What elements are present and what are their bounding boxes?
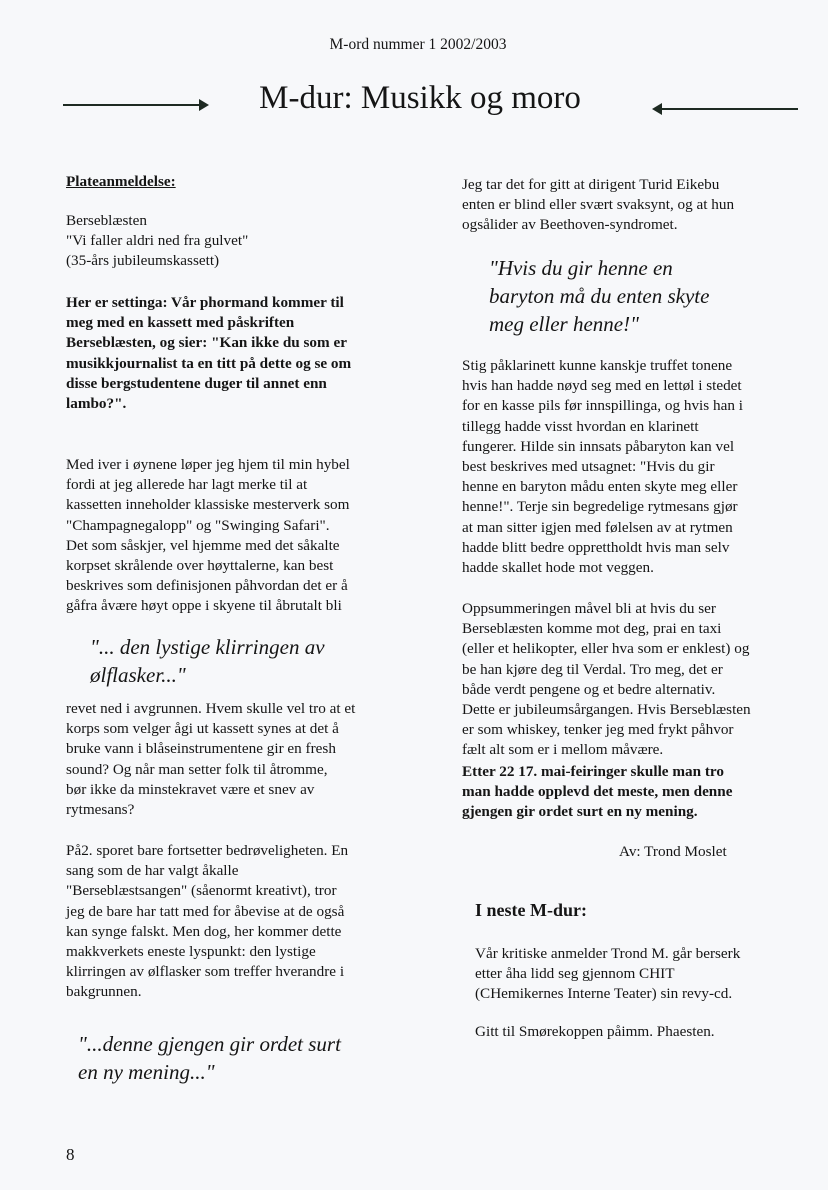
text-line: "...denne gjengen gir ordet surt: [78, 1032, 341, 1056]
text-line: (eller et helikopter, eller hva som er enklest) og: [462, 640, 750, 658]
text-line: Dette er jubileumsårgangen. Hvis Berseblæsten: [462, 701, 751, 719]
text-line: jeg de bare har tatt med for åbevise at de også: [66, 902, 345, 920]
pull-quote: [489, 254, 828, 338]
text-line: lambo?".: [66, 395, 127, 413]
credit: Gitt til Smørekoppen påimm. Phaesten.: [475, 1023, 715, 1040]
text-line: Berseblæsten komme mot deg, prai en taxi: [462, 620, 722, 638]
text-line: hvis han hadde nøyd seg med en lettøl i stedet: [462, 377, 742, 395]
text-line: meg med en kassett med påskriften: [66, 314, 295, 332]
intro-bold: [66, 293, 416, 414]
text-line: sound? Og når man setter folk til åtromme,: [66, 760, 328, 778]
text-line: hadde skallet hode mot veggen.: [462, 559, 654, 577]
text-line: Berseblæsten, og sier: "Kan ikke du som er: [66, 334, 347, 352]
text-line: bruke vann i blåseinstrumentene gir en fresh: [66, 740, 336, 758]
next-issue-text: [475, 944, 815, 1005]
text-line: Vår kritiske anmelder Trond M. går berserk: [475, 945, 741, 962]
text-line: "... den lystige klirringen av: [90, 635, 325, 659]
section-label-text: Plateanmeldelse:: [66, 173, 176, 190]
text-line: makkverkets eneste lyspunkt: den lystige: [66, 943, 316, 961]
text-line: ølflasker...": [90, 663, 186, 687]
text-line: fordi at jeg allerede har lagt merke til at: [66, 476, 308, 494]
text-line: korps som velger ågi ut kassett synes at det å: [66, 720, 339, 738]
text-line: henne en baryton mådu enten skyte meg eller: [462, 478, 738, 496]
text-line: hadde blitt bedre opprettholdt hvis man selv: [462, 538, 730, 556]
text-line: "Hvis du gir henne en: [489, 256, 673, 280]
next-issue-heading: I neste M-dur:: [475, 900, 587, 920]
text-line: enten er blind eller svært svaksynt, og at hun: [462, 196, 735, 214]
text-line: best beskrives med utsagnet: "Hvis du gir: [462, 458, 715, 476]
text-line: (35-års jubileumskassett): [66, 252, 220, 270]
text-line: bakgrunnen.: [66, 983, 142, 1001]
text-line: henne!". Terje sin begredelige rytmesans gjør: [462, 498, 738, 516]
paragraph: [66, 841, 416, 1003]
text-line: etter åha lidd seg gjennom CHIT: [475, 965, 675, 983]
text-line: Med iver i øynene løper jeg hjem til min hybel: [66, 456, 350, 473]
text-line: Det som såskjer, vel hjemme med det såkalte: [66, 536, 340, 554]
paragraph: [462, 175, 807, 236]
pull-quote: [78, 1030, 428, 1086]
byline: Av: Trond Moslet: [619, 843, 727, 860]
text-line: be han kjøre deg til Verdal. Tro meg, det er: [462, 660, 723, 678]
text-line: musikkjournalist ta en titt på dette og se om: [66, 354, 352, 372]
text-line: bør ikke da minstekravet være et snev av: [66, 780, 315, 798]
text-line: gåfra åvære høyt oppe i skyene til åbrutalt bli: [66, 597, 342, 615]
paragraph: [462, 599, 807, 761]
text-line: disse bergstudentene duger til annet enn: [66, 374, 327, 392]
left-arrow-icon: [658, 108, 798, 110]
text-line: man hadde opplevd det meste, men denne: [462, 783, 733, 801]
text-line: ogsålider av Beethoven-syndromet.: [462, 216, 678, 234]
text-line: for en kasse pils før innspillinga, og hvis han i: [462, 397, 743, 415]
text-line: Stig påklarinett kunne kanskje truffet tonene: [462, 357, 733, 374]
paragraph: [66, 455, 416, 617]
conclusion-bold: [462, 762, 807, 823]
text-line: rytmesans?: [66, 801, 135, 819]
text-line: klirringen av ølflasker som treffer hverandre i: [66, 963, 345, 981]
text-line: beskrives som definisjonen påhvordan det er å: [66, 577, 348, 595]
text-line: korpset skrålende over høyttalerne, kan best: [66, 557, 334, 575]
text-line: "Berseblæstsangen" (såenormt kreativt), tror: [66, 882, 337, 900]
text-line: en ny mening...": [78, 1060, 215, 1084]
text-line: (CHemikernes Interne Teater) sin revy-cd.: [475, 985, 733, 1003]
text-line: kassetten inneholder klassiske mesterverk som: [66, 496, 350, 514]
album-info: [66, 211, 416, 272]
text-line: revet ned i avgrunnen. Hvem skulle vel tro at et: [66, 700, 356, 717]
page-title: M-dur: Musikk og moro: [259, 80, 581, 116]
text-line: fungerer. Hilde sin innsats påbaryton kan vel: [462, 437, 735, 455]
text-line: baryton må du enten skyte: [489, 284, 710, 308]
text-line: På2. sporet bare fortsetter bedrøveligheten. En: [66, 842, 349, 859]
text-line: er som whiskey, tenker jeg med frykt påhvor: [462, 721, 734, 739]
text-line: tillegg hadde visst hvordan en klarinett: [462, 417, 699, 435]
text-line: Berseblæsten: [66, 212, 147, 229]
text-line: Her er settinga: Vår phormand kommer til: [66, 294, 344, 311]
text-line: Jeg tar det for gitt at dirigent Turid Eikebu: [462, 176, 720, 193]
text-line: sang som de har valgt åkalle: [66, 862, 239, 880]
text-line: "Vi faller aldri ned fra gulvet": [66, 232, 249, 250]
text-line: Etter 22 17. mai-feiringer skulle man tro: [462, 763, 724, 780]
paragraph: [462, 356, 807, 578]
section-label: [66, 172, 416, 192]
text-line: både verdt pengene og et bedre alternativ.: [462, 680, 716, 698]
text-line: fælt alt som er i mellom måvære.: [462, 741, 664, 759]
text-line: gjengen gir ordet surt en ny mening.: [462, 803, 698, 821]
pull-quote: [90, 633, 440, 689]
paragraph: [66, 699, 416, 820]
text-line: "Champagnegalopp" og "Swinging Safari".: [66, 516, 330, 534]
text-line: Oppsummeringen måvel bli at hvis du ser: [462, 600, 716, 617]
text-line: kan synge falskt. Men dog, her kommer dette: [66, 922, 342, 940]
text-line: meg eller henne!": [489, 312, 639, 336]
issue-header: M-ord nummer 1 2002/2003: [329, 36, 507, 53]
text-line: at man sitter igjen med følelsen av at rytmen: [462, 518, 733, 536]
page-number: 8: [66, 1145, 75, 1164]
